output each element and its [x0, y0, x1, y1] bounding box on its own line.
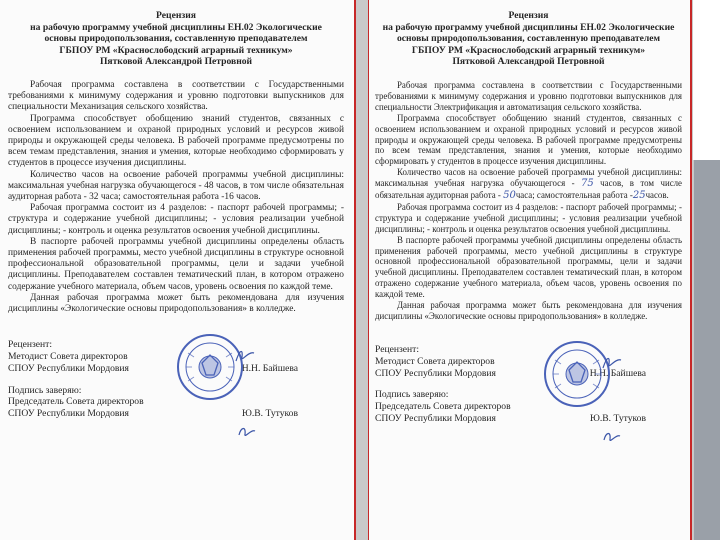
review-title: [8, 10, 344, 68]
title-line: ГБПОУ РМ «Краснослободский аграрный техникум»: [59, 44, 293, 56]
side-bar: [694, 160, 720, 540]
handwritten-hours-classroom: 50: [503, 190, 516, 202]
signature-icon: [601, 354, 623, 372]
round-seal-icon: [176, 333, 244, 401]
title-line: Пятковой Александрой Петровной: [452, 56, 605, 68]
paragraph-text: часов, в том числе обязательная аудиторная работа -: [375, 178, 683, 201]
paragraph-text: часа; самостоятельная работа -: [515, 190, 633, 201]
paragraph: Рабочая программа составлена в соответствии с Государственными требованиями к минимуму содержания и уровню подготовки выпускников для специальности Механизация сельского хозяйства.: [8, 79, 344, 113]
certifier-name: Ю.В. Тутуков: [242, 408, 298, 420]
title-line: ГБПОУ РМ «Краснослободский аграрный техникум»: [411, 44, 646, 56]
certifier-org: СПОУ Республики Мордовия: [8, 408, 129, 420]
paragraph-text: часов.: [645, 190, 669, 201]
paragraph: Количество часов на освоение рабочей программы учебной дисциплины: максимальная учебная нагрузка обучающегося - 48 часов, в том числе обязательная аудиторная работа - 32 часа; самостоятельная работа -16 часов.: [8, 169, 344, 202]
side-strip-top: [693, 0, 720, 160]
paragraph: Рабочая программа состоит из 4 разделов: - паспорт рабочей программы; - структура и содержание учебной дисциплины; - условия реализации учебной дисциплины; - контроль и оценка результатов освоения учебной дисциплины.: [8, 203, 344, 236]
review-body: [8, 80, 344, 315]
paragraph: [375, 167, 682, 202]
paragraph: В паспорте рабочей программы учебной дисциплины определены область применения рабочей программы, место учебной дисциплины в структуре основной профессиональной образовательной программы, цели и задачи учебной дисциплины. Преподавателем составлен тематический план, в котором отражено содержание учебного материала, объем часов, уровень освоения по каждой теме.: [8, 236, 344, 292]
reviewer-position: Методист Совета директоров: [375, 355, 495, 367]
review-body: [375, 80, 682, 322]
title-line: на рабочую программу учебной дисциплины ЕН.02 Экологические: [382, 21, 675, 33]
paragraph: Рабочая программа составлена в соответствии с Государственными требованиями к минимуму содержания и уровню подготовки выпускников для специальности Электрификация и автоматизация сельского хозяйства.: [375, 79, 682, 112]
certify-label: Подпись заверяю:: [375, 389, 449, 401]
signature-icon: [234, 347, 256, 365]
signature-icon: [236, 423, 258, 441]
certifier-position: Председатель Совета директоров: [8, 396, 144, 408]
title-line: Рецензия: [508, 10, 549, 21]
paragraph: Данная рабочая программа может быть рекомендована для изучения дисциплины «Экологические основы природопользования» в колледже.: [375, 300, 682, 321]
reviewer-org: СПОУ Республики Мордовия: [375, 367, 496, 379]
reviewer-label: Рецензент:: [8, 339, 53, 351]
certify-label: Подпись заверяю:: [8, 384, 82, 396]
paragraph: Данная рабочая программа может быть рекомендована для изучения дисциплины «Экологические основы природопользования» в колледже.: [8, 292, 344, 315]
review-page-left: [0, 0, 356, 540]
review-page-right: [368, 0, 692, 540]
paragraph: Программа способствует обобщению знаний студентов, связанных с освоением использованием и охраной природных условий и ресурсов живой природы и окружающей среды человека. В рабочей программе предусмотрены по всем темам представления, знания и умения, которые необходимо сформировать у студентов в процессе изучения дисциплины.: [8, 113, 344, 169]
handwritten-hours-max: 75: [581, 178, 594, 190]
title-line: Пятковой Александрой Петровной: [99, 56, 253, 68]
reviewer-name: Н.Н. Байшева: [589, 367, 646, 379]
reviewer-position: Методист Совета директоров: [8, 351, 128, 363]
title-line: на рабочую программу учебной дисциплины ЕН.02 Экологические: [30, 21, 322, 33]
paragraph: Программа способствует обобщению знаний студентов, связанных с освоением использованием и охраной природных условий и ресурсов живой природы и окружающей среды человека. В рабочей программе предусмотрены по всем темам представления, знания и умения, которые необходимо сформировать у студентов в процессе изучения дисциплины.: [375, 112, 682, 167]
reviewer-org: СПОУ Республики Мордовия: [8, 362, 129, 374]
title-line: основы природопользования, составленную преподавателем: [44, 33, 308, 45]
round-seal-icon: [543, 340, 611, 408]
signature-icon: [601, 428, 623, 446]
title-line: Рецензия: [156, 10, 196, 21]
certifier-org: СПОУ Республики Мордовия: [375, 412, 496, 424]
paragraph-text: Количество часов на освоение рабочей программы учебной дисциплины: максимальная учебная нагрузка обучающегося -: [375, 167, 682, 189]
certifier-position: Председатель Совета директоров: [375, 401, 511, 413]
title-line: основы природопользования, составленную преподавателем: [396, 33, 661, 45]
paragraph: Рабочая программа состоит из 4 разделов: - паспорт рабочей программы; - структура и содержание учебной дисциплины; - условия реализации учебной дисциплины; - контроль и оценка результатов освоения учебной дисциплины.: [375, 201, 682, 234]
review-title: [375, 10, 682, 68]
reviewer-name: Н.Н. Байшева: [241, 362, 298, 374]
handwritten-hours-self: 25: [632, 190, 646, 202]
signature-block: [375, 344, 682, 425]
signature-block: [8, 339, 344, 420]
reviewer-label: Рецензент:: [375, 343, 420, 355]
certifier-name: Ю.В. Тутуков: [590, 412, 646, 424]
paragraph: В паспорте рабочей программы учебной дисциплины определены область применения рабочей программы, место учебной дисциплины в структуре основной профессиональной образовательной программы, цели и задачи учебной дисциплины. Преподавателем составлен тематический план, в котором отражено содержание учебного материала, объем часов, уровень освоения по каждой теме.: [375, 234, 682, 300]
